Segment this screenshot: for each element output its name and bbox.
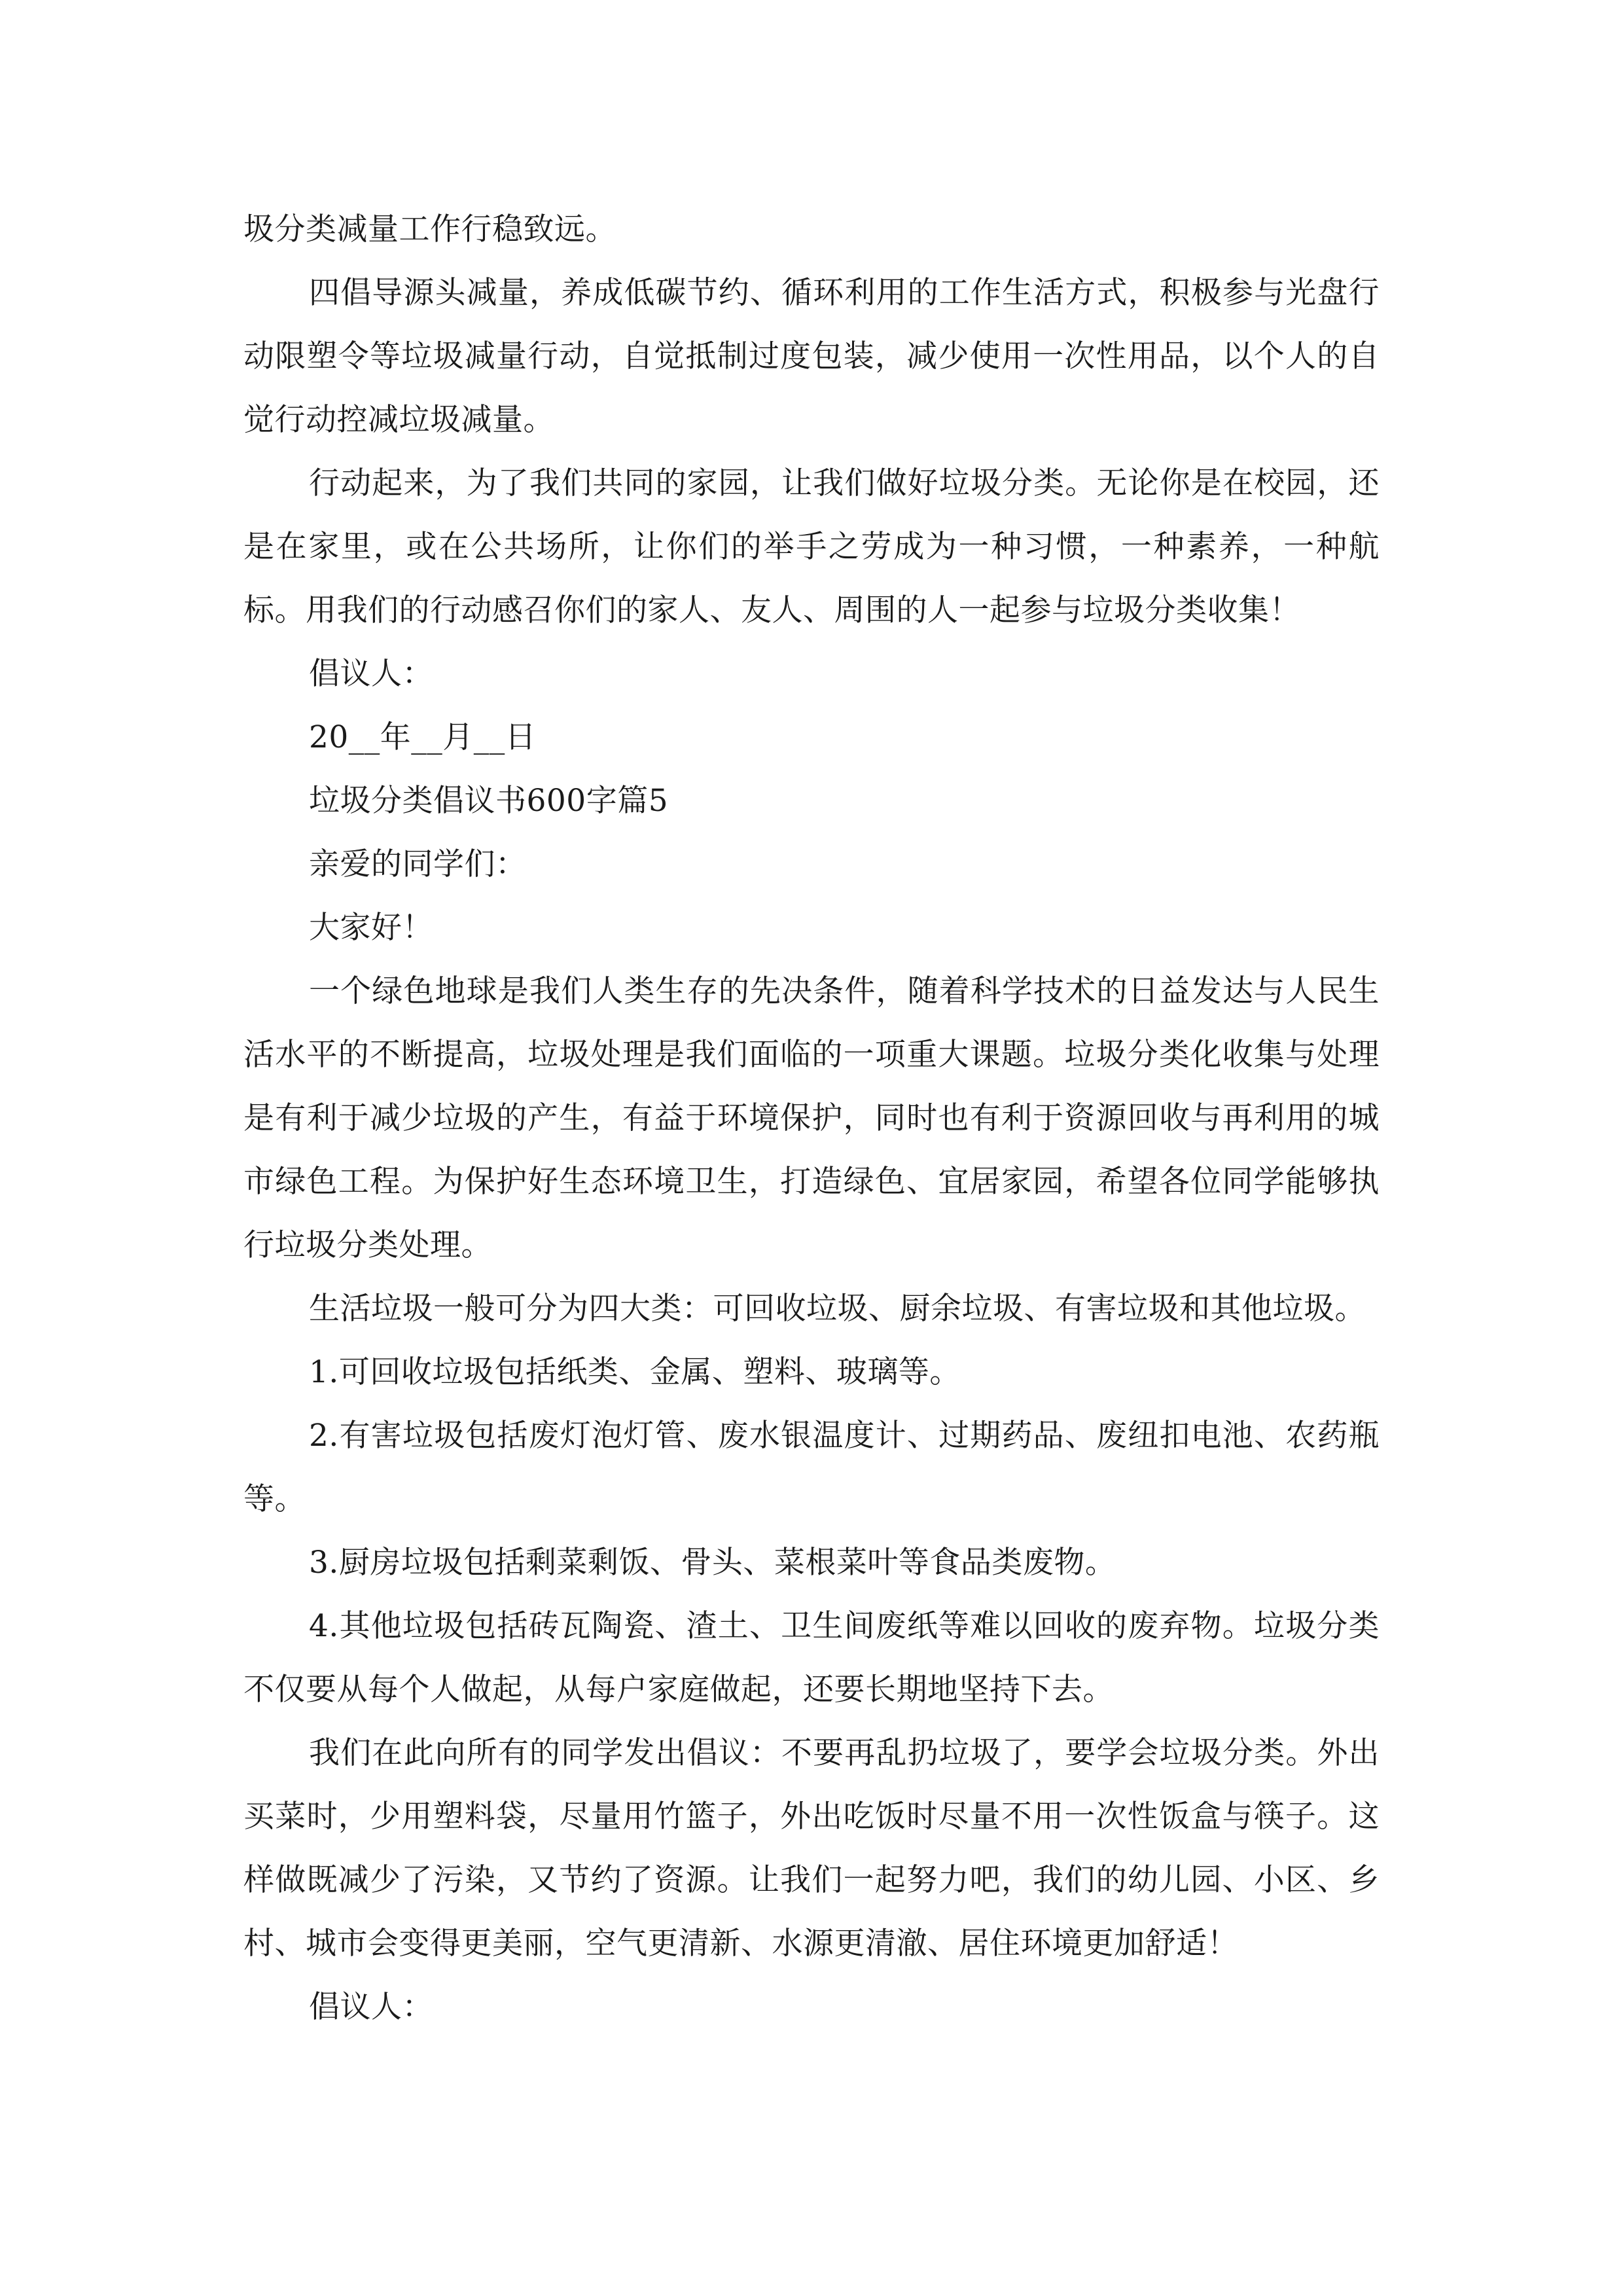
paragraph-categories: 生活垃圾一般可分为四大类：可回收垃圾、厨余垃圾、有害垃圾和其他垃圾。 [309,1291,1366,1327]
date-line: 20__年__月__日 [309,719,537,755]
document-body [243,198,1380,2039]
paragraph-proposal: 我们在此向所有的同学发出倡议：不要再乱扔垃圾了，要学会垃圾分类。外出买菜时，少用塑料袋，尽量用竹篮子，外出吃饭时尽量不用一次性饭盒与筷子。这样做既减少了污染，又节约了资源。让我们一起努力吧，我们的幼儿园、小区、乡村、城市会变得更美丽，空气更清新、水源更清澈、居住环境更加舒适！ [243,1735,1380,1962]
list-item-recyclable: 1.可回收垃圾包括纸类、金属、塑料、玻璃等。 [309,1354,961,1390]
paragraph-introduction: 一个绿色地球是我们人类生存的先决条件，随着科学技术的日益发达与人民生活水平的不断提高，垃圾处理是我们面临的一项重大课题。垃圾分类化收集与处理是有利于减少垃圾的产生，有益于环境保护，同时也有利于资源回收与再利用的城市绿色工程。为保护好生态环境卫生，打造绿色、宜居家园，希望各位同学能够执行垃圾分类处理。 [243,973,1380,1263]
list-item-kitchen: 3.厨房垃圾包括剩菜剩饭、骨头、菜根菜叶等食品类废物。 [309,1545,1116,1581]
paragraph-reduce-at-source: 四倡导源头减量，养成低碳节约、循环利用的工作生活方式，积极参与光盘行动限塑令等垃圾减量行动，自觉抵制过度包装，减少使用一次性用品，以个人的自觉行动控减垃圾减量。 [243,275,1380,438]
list-item-hazardous: 2.有害垃圾包括废灯泡灯管、废水银温度计、过期药品、废纽扣电池、农药瓶等。 [243,1418,1380,1517]
section-title: 垃圾分类倡议书600字篇5 [309,783,669,819]
greeting: 大家好！ [309,910,433,946]
list-item-other: 4.其他垃圾包括砖瓦陶瓷、渣土、卫生间废纸等难以回收的废弃物。垃圾分类不仅要从每个人做起，从每户家庭做起，还要长期地坚持下去。 [243,1608,1380,1708]
paragraph-continuation: 圾分类减量工作行稳致远。 [243,211,616,247]
salutation: 亲爱的同学们： [309,846,527,882]
signature-label-2: 倡议人： [309,1989,433,2025]
paragraph-call-to-action: 行动起来，为了我们共同的家园，让我们做好垃圾分类。无论你是在校园，还是在家里，或在公共场所，让你们的举手之劳成为一种习惯，一种素养，一种航标。用我们的行动感召你们的家人、友人、周围的人一起参与垃圾分类收集！ [243,465,1380,628]
signature-label: 倡议人： [309,656,433,692]
